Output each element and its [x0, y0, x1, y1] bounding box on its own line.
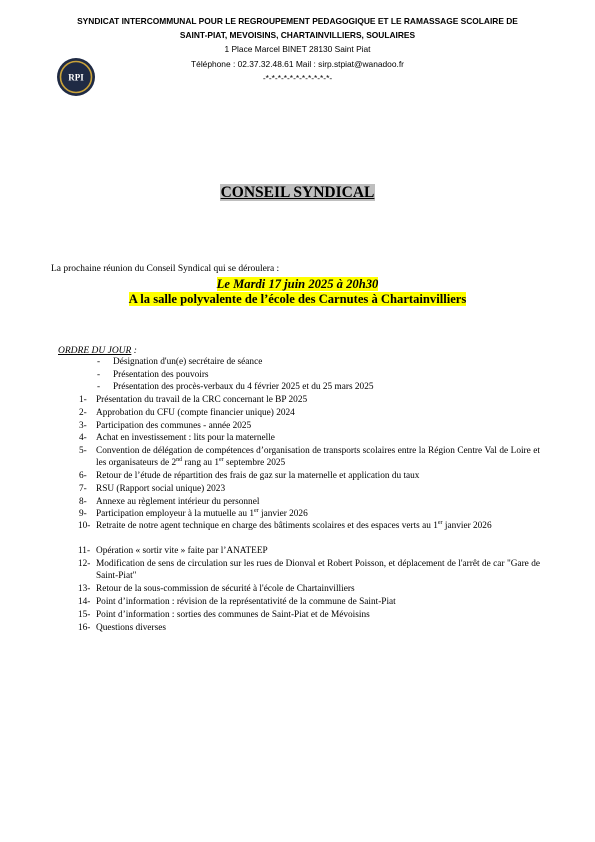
agenda-item-number: 12- — [78, 559, 91, 569]
agenda-item-text: Modification de sens de circulation sur les rues de Dionval et Robert Poisson, et déplacement de l'arrêt de car "Gare de Saint-Piat" — [96, 559, 540, 582]
agenda-item-number: 7- — [79, 484, 87, 494]
agenda-item-number: 6- — [79, 471, 87, 481]
meeting-date-wrapper — [0, 277, 595, 292]
agenda-label-suffix: : — [131, 346, 137, 356]
header-separator: -*-*-*-*-*-*-*-*-*-*-*- — [262, 72, 333, 83]
document-title: CONSEIL SYNDICAL — [220, 184, 375, 201]
letterhead — [40, 14, 555, 85]
rpi-logo — [56, 57, 96, 97]
agenda-item-text: Retraite de notre agent technique en charge des bâtiments scolaires et des espaces verts au 1er janvier 2026 — [96, 519, 492, 531]
preliminary-marker: - — [97, 382, 101, 392]
agenda-item-number: 1- — [79, 395, 87, 405]
agenda-item-number: 9- — [79, 509, 87, 519]
agenda-item-number: 10- — [78, 521, 91, 531]
organization-name-line1: SYNDICAT INTERCOMMUNAL POUR LE REGROUPEMENT PEDAGOGIQUE ET LE RAMASSAGE SCOLAIRE DE — [77, 16, 518, 26]
agenda-item-number: 4- — [79, 433, 87, 443]
meeting-date: Le Mardi 17 juin 2025 à 20h30 — [216, 277, 379, 291]
document-title-wrapper — [0, 184, 595, 202]
preliminary-marker: - — [97, 370, 101, 380]
agenda-item-text: Participation employeur à la mutuelle au 1er janvier 2026 — [96, 507, 308, 519]
organization-name-line2: SAINT-PIAT, MEVOISINS, CHARTAINVILLIERS, SOULAIRES — [179, 30, 416, 41]
agenda-item-number: 8- — [79, 497, 87, 507]
address: 1 Place Marcel BINET 28130 Saint Piat — [224, 44, 371, 55]
agenda-item-number: 11- — [78, 546, 91, 556]
intro-text: La prochaine réunion du Conseil Syndical qui se déroulera : — [51, 264, 280, 274]
agenda-item-text: Questions diverses — [96, 623, 166, 633]
agenda-item-text: Point d’information : sorties des communes de Saint-Piat et de Mévoisins — [96, 610, 370, 620]
agenda-item-text: Participation des communes - année 2025 — [96, 421, 252, 431]
meeting-place: A la salle polyvalente de l’école des Carnutes à Chartainvilliers — [128, 292, 467, 306]
preliminary-text: Présentation des procès-verbaux du 4 février 2025 et du 25 mars 2025 — [113, 382, 374, 392]
agenda-item-text: Opération « sortir vite » faite par l’ANATEEP — [96, 546, 268, 556]
agenda-item-text: Annexe au règlement intérieur du personnel — [96, 497, 260, 507]
preliminary-text: Désignation d'un(e) secrétaire de séance — [113, 357, 263, 367]
agenda-item-number: 13- — [78, 584, 91, 594]
agenda-item-text: Retour de la sous-commission de sécurité à l'école de Chartainvilliers — [96, 584, 355, 594]
preliminary-text: Présentation des pouvoirs — [113, 370, 209, 380]
agenda-heading — [58, 346, 137, 356]
agenda-item-number: 3- — [79, 421, 87, 431]
agenda-item-number: 5- — [79, 446, 87, 456]
contact-info: Téléphone : 02.37.32.48.61 Mail : sirp.stpiat@wanadoo.fr — [191, 58, 404, 69]
agenda-item-number: 16- — [78, 623, 91, 633]
agenda-item-number: 14- — [78, 597, 91, 607]
agenda-item-text: Retour de l’étude de répartition des frais de gaz sur la maternelle et application du taux — [96, 471, 420, 481]
preliminary-marker: - — [97, 357, 101, 367]
agenda-item-text: Point d’information : révision de la représentativité de la commune de Saint-Piat — [96, 597, 396, 607]
meeting-place-wrapper — [0, 292, 595, 307]
agenda-item-number: 15- — [78, 610, 91, 620]
agenda-item-text: Achat en investissement : lits pour la maternelle — [96, 433, 275, 443]
agenda-item-text: RSU (Rapport social unique) 2023 — [96, 484, 226, 494]
agenda-item-text: Approbation du CFU (compte financier unique) 2024 — [96, 408, 295, 418]
agenda-label: ORDRE DU JOUR — [58, 346, 132, 356]
agenda-item-text: Présentation du travail de la CRC concernant le BP 2025 — [96, 395, 308, 405]
agenda-item-number: 2- — [79, 408, 87, 418]
logo-text: RPI — [68, 72, 84, 83]
agenda-item-text: Convention de délégation de compétences d’organisation de transports scolaires entre la Région Centre Val de Loire et les organisateurs de 2nd rang au 1er septembre 2025 — [96, 446, 540, 469]
